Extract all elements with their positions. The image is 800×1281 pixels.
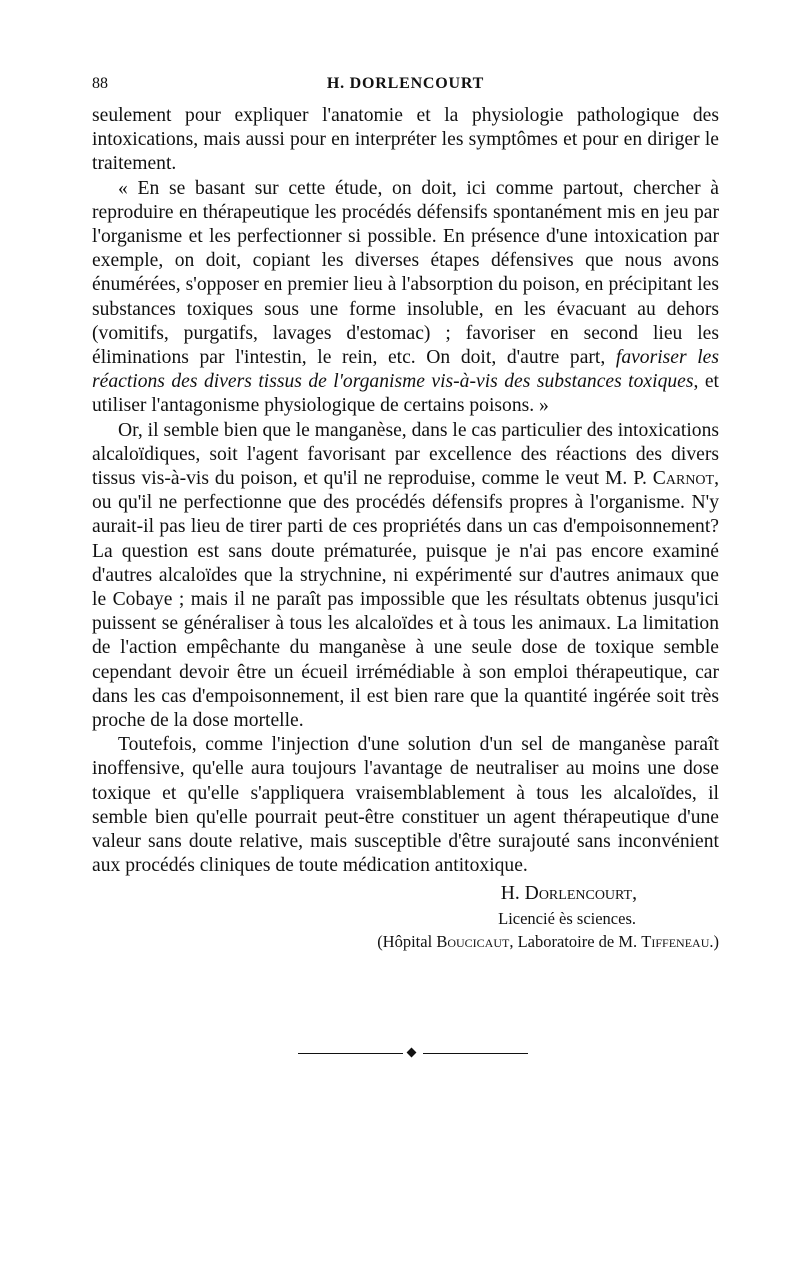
affiliation-open: (Hôpital xyxy=(377,931,437,951)
diamond-icon xyxy=(407,1048,417,1058)
affiliation-close: .) xyxy=(709,931,719,951)
signature-affiliation xyxy=(92,931,719,953)
director-name: Tiffeneau xyxy=(641,931,710,951)
ornament-rule-left xyxy=(298,1053,403,1054)
paragraph-3-text-b: , ou qu'il ne perfectionne que des procédés défensifs propres à l'organisme. N'y aurait-il pas lieu de tirer parti de ces propriétés dans un cas d'empoisonnement? La question est sans doute prématurée, puisque je n'ai pas encore examiné d'autres alcaloïdes que la strychnine, ni expérimenté sur d'autres animaux que le Cobaye ; mais il ne paraît pas impossible que les résultats obtenus jusqu'ici puissent se généraliser à tous les alcaloïdes et à tous les animaux. La limitation de l'action empêchante du manganèse à une seule dose de toxique semble cependant devoir être un écueil irrémédiable à son emploi thérapeutique, car dans les cas d'empoisonnement, il est bien rare que la quantité ingérée soit très proche de la dose mortelle. xyxy=(92,468,719,732)
paragraph-4: Toutefois, comme l'injection d'une solution d'un sel de manganèse paraît inoffensive, qu'elle aura toujours l'avantage de neutraliser au moins une dose toxique et qu'elle s'appliquera vraisemblablement à tous les alcaloïdes, il semble bien qu'elle pourrait peut-être constituer un agent thérapeutique d'une valeur sans doute relative, mais susceptible d'être surajouté sans inconvénient aux procédés cliniques de toute médication antitoxique. xyxy=(92,734,719,877)
affiliation-middle: , Laboratoire de M. xyxy=(509,931,642,951)
body-text xyxy=(92,104,719,879)
signature-surname: Dorlencourt, xyxy=(524,882,637,904)
paragraph-2-italic: favoriser les réactions des divers tissus de l'organisme vis-à-vis des substances toxiques xyxy=(92,347,719,393)
section-end-ornament xyxy=(298,1049,528,1059)
author-name-carnot: Carnot xyxy=(652,468,715,490)
paragraph-2-quotation xyxy=(92,177,719,419)
page-number: 88 xyxy=(92,75,108,92)
paragraph-1: seulement pour expliquer l'anatomie et la physiologie pathologique des intoxications, mais aussi pour en interpréter les symptômes et pour en diriger le traitement. xyxy=(92,105,719,175)
paragraph-2-text-a: « En se basant sur cette étude, on doit, ici comme partout, chercher à reproduire en thérapeutique les procédés défensifs spontanément mis en jeu par l'organisme et les perfectionner si possible. En présence d'une intoxication par exemple, on doit, copiant les diverses étapes défensives que nous avons énumérées, s'opposer en premier lieu à l'absorption du poison, en précipitant les substances toxiques sous une forme insoluble, en les évacuant au dehors (vomitifs, purgatifs, lavages d'estomac) ; favoriser en second lieu les éliminations par l'intestin, le rein, etc. On doit, d'autre part, xyxy=(92,177,719,369)
document-page xyxy=(92,72,719,953)
signature-name xyxy=(92,881,719,907)
paragraph-2-text-b: , et utiliser l'antagonisme physiologique de certains poisons. » xyxy=(92,371,719,417)
running-title: H. DORLENCOURT xyxy=(326,75,485,92)
paragraph-3 xyxy=(92,419,719,734)
signature-block xyxy=(92,881,719,953)
signature-title: Licencié ès sciences. xyxy=(498,908,636,928)
ornament-rule-right xyxy=(423,1053,528,1054)
running-header xyxy=(92,72,719,96)
paragraph-3-text-a: Or, il semble bien que le manganèse, dans le cas particulier des intoxications alcaloïdiques, soit l'agent favorisant par excellence des réactions des divers tissus vis-à-vis du poison, et qu'il ne reproduise, comme le veut M. P. xyxy=(92,419,719,490)
signature-initial: H. xyxy=(500,882,520,904)
hospital-name: Boucicaut xyxy=(436,931,510,951)
